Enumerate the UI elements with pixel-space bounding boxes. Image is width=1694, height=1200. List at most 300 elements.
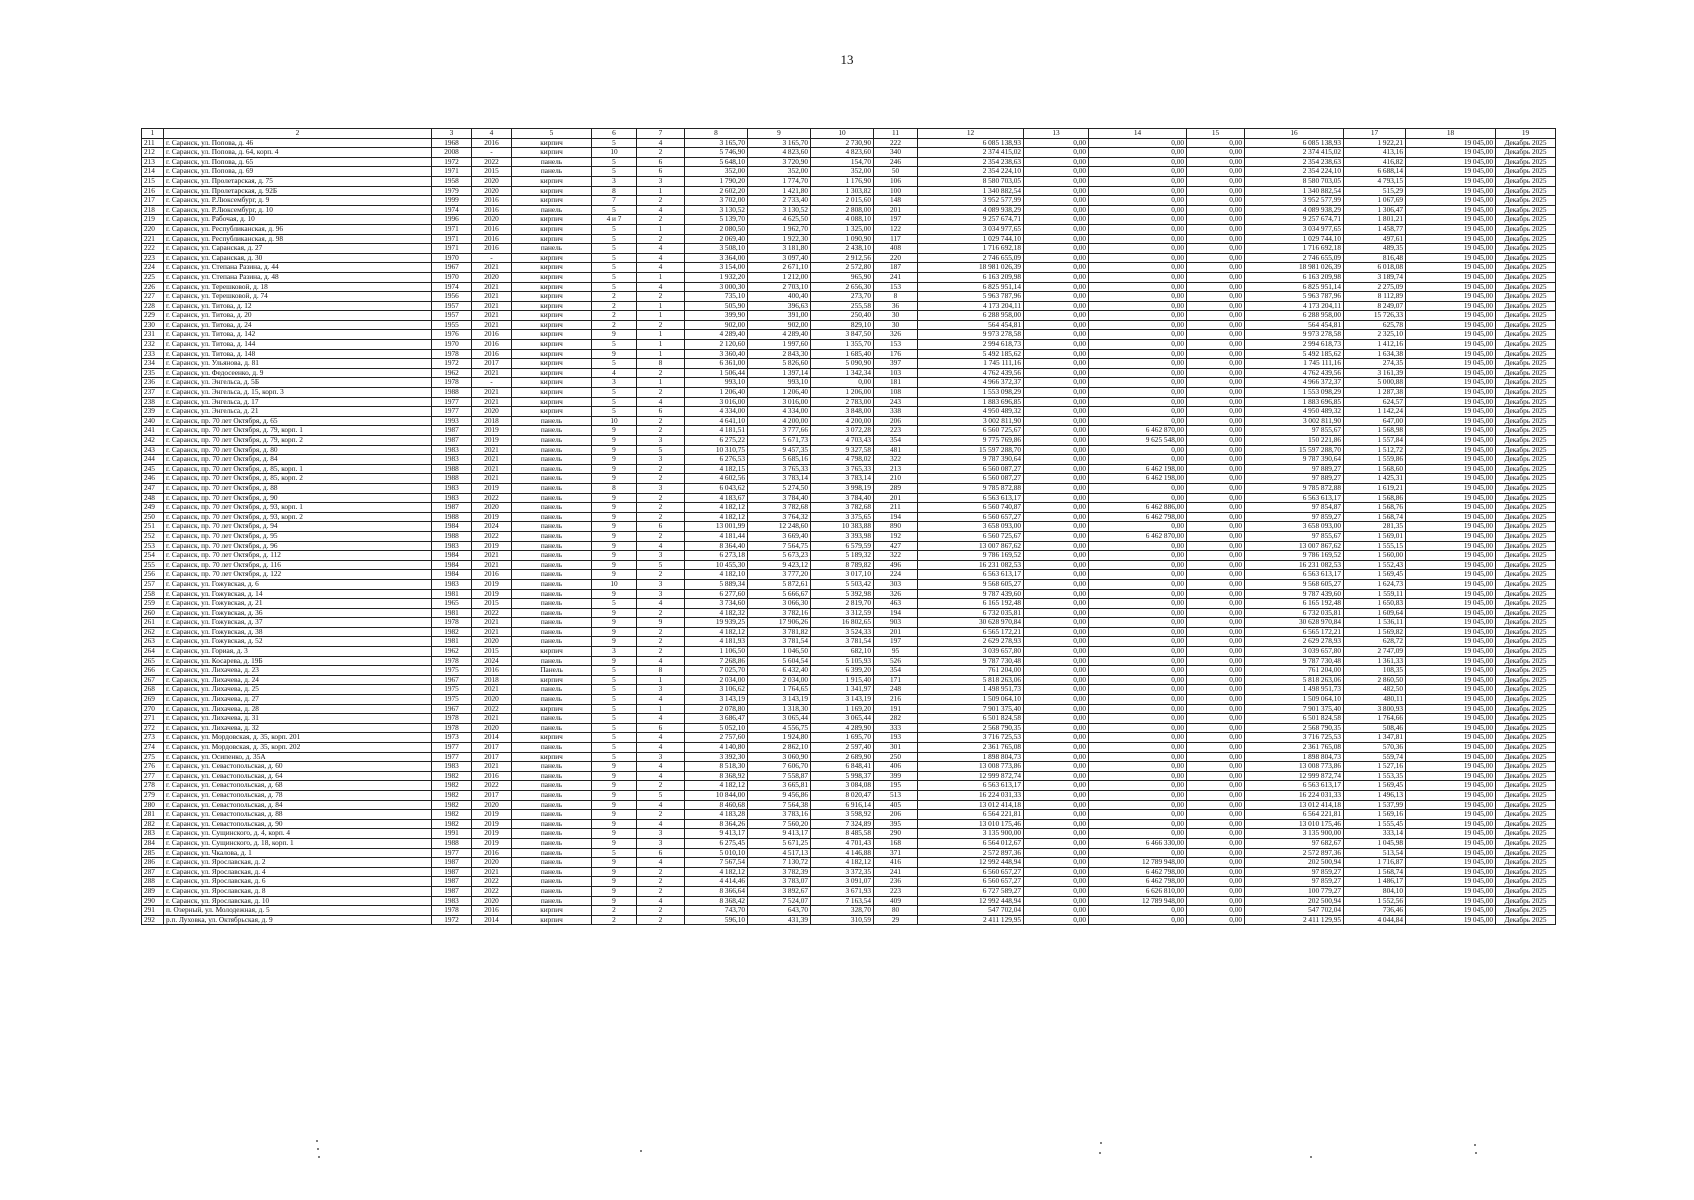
table-cell: 10 (592, 416, 637, 426)
table-cell: 4 140,80 (685, 743, 748, 753)
table-cell: 0,00 (1089, 176, 1187, 186)
table-cell: г. Саранск, ул. Энгельса, д. 15, корп. 3 (164, 388, 432, 398)
table-cell: 2020 (472, 695, 512, 705)
table-cell: 4 (637, 771, 685, 781)
table-cell: 0,00 (1024, 320, 1089, 330)
table-cell: 248 (874, 685, 918, 695)
table-cell: 2019 (472, 541, 512, 551)
table-cell: 0,00 (1089, 205, 1187, 215)
table-cell: 1 568,60 (1344, 464, 1406, 474)
table-cell: 19 045,00 (1406, 704, 1496, 714)
table-cell: 481 (874, 445, 918, 455)
table-cell: 0,00 (1024, 282, 1089, 292)
table-cell: 0,00 (1089, 292, 1187, 302)
table-cell: 0,00 (1024, 196, 1089, 206)
table-cell: г. Саранск, ул. Пролетарская, д. 92Б (164, 186, 432, 196)
table-cell: 7 564,38 (748, 800, 811, 810)
table-cell: 0,00 (1024, 330, 1089, 340)
table-cell: 1984 (432, 551, 472, 561)
table-cell: 194 (874, 512, 918, 522)
table-cell: 2021 (472, 551, 512, 561)
table-cell: 3 091,07 (811, 877, 874, 887)
table-cell: 2021 (472, 474, 512, 484)
table-cell: панель (512, 896, 592, 906)
table-cell: 9 (592, 560, 637, 570)
table-cell: кирпич (512, 311, 592, 321)
table-cell: 9 (592, 829, 637, 839)
table-cell: 6 560 740,87 (918, 503, 1024, 513)
table-cell: 2 (637, 608, 685, 618)
table-cell: 2 (637, 531, 685, 541)
table-cell: 97 855,67 (1245, 531, 1344, 541)
table-cell: 224 (874, 570, 918, 580)
table-cell: 4 (637, 896, 685, 906)
table-cell: 4 289,90 (811, 723, 874, 733)
table-cell: 0,00 (1187, 512, 1245, 522)
table-cell: 5 (592, 397, 637, 407)
table-cell: 0,00 (1089, 829, 1187, 839)
table-row (142, 762, 1556, 772)
table-cell: 2016 (472, 771, 512, 781)
table-cell: 9 (592, 771, 637, 781)
table-cell: 2016 (472, 234, 512, 244)
table-cell: 2020 (472, 503, 512, 513)
table-cell: 0,00 (1024, 570, 1089, 580)
table-cell: 5 139,70 (685, 215, 748, 225)
table-cell: 0,00 (1089, 522, 1187, 532)
table-cell: 19 045,00 (1406, 349, 1496, 359)
table-cell: Декабрь 2025 (1496, 522, 1556, 532)
table-cell: 480,11 (1344, 695, 1406, 705)
header-cell: 2 (164, 129, 432, 139)
table-row (142, 234, 1556, 244)
table-cell: 4 (637, 714, 685, 724)
table-cell: 4 793,15 (1344, 176, 1406, 186)
table-cell: 1 924,80 (748, 733, 811, 743)
table-cell: Декабрь 2025 (1496, 397, 1556, 407)
table-cell: 4 (637, 282, 685, 292)
table-cell: 19 045,00 (1406, 666, 1496, 676)
table-cell: 1977 (432, 743, 472, 753)
table-row (142, 704, 1556, 714)
table-cell: г. Саранск, ул. Лихачева, д. 23 (164, 666, 432, 676)
table-cell: 19 045,00 (1406, 196, 1496, 206)
table-cell: Декабрь 2025 (1496, 599, 1556, 609)
table-cell: 80 (874, 906, 918, 916)
table-cell: 0,00 (1187, 637, 1245, 647)
table-cell: 259 (142, 599, 164, 609)
table-cell: 2 819,70 (811, 599, 874, 609)
table-cell: 2 808,00 (811, 205, 874, 215)
table-cell: 570,36 (1344, 743, 1406, 753)
table-cell: 0,00 (1024, 301, 1089, 311)
table-cell: 0,00 (1089, 714, 1187, 724)
table-cell: 736,46 (1344, 906, 1406, 916)
table-cell: 227 (142, 292, 164, 302)
table-cell: 463 (874, 599, 918, 609)
table-cell: 2021 (472, 618, 512, 628)
table-cell: 1 486,17 (1344, 877, 1406, 887)
table-cell: 2021 (472, 292, 512, 302)
table-row (142, 292, 1556, 302)
table-cell: 255 (142, 560, 164, 570)
table-row (142, 906, 1556, 916)
table-cell: 0,00 (1024, 656, 1089, 666)
table-cell: 3 106,62 (685, 685, 748, 695)
table-cell: 17 906,26 (748, 618, 811, 628)
table-cell: 3 017,10 (811, 570, 874, 580)
table-cell: 0,00 (1024, 896, 1089, 906)
table-cell: 2017 (472, 743, 512, 753)
table-cell: 245 (142, 464, 164, 474)
table-cell: 1 355,70 (811, 340, 874, 350)
table-cell: 274,35 (1344, 359, 1406, 369)
header-cell: 4 (472, 129, 512, 139)
table-cell: 1 287,38 (1344, 388, 1406, 398)
table-cell: 0,00 (1024, 493, 1089, 503)
table-cell: 2 994 618,73 (918, 340, 1024, 350)
table-cell: 1 801,21 (1344, 215, 1406, 225)
header-cell: 13 (1024, 129, 1089, 139)
table-cell: 0,00 (1187, 800, 1245, 810)
table-cell: 9 (592, 896, 637, 906)
table-cell: 1 568,86 (1344, 493, 1406, 503)
table-cell: 761 204,00 (1245, 666, 1344, 676)
table-cell: 6 563 613,17 (1245, 781, 1344, 791)
scan-specks (0, 1138, 1694, 1188)
table-cell: 19 045,00 (1406, 695, 1496, 705)
table-cell: 8 249,07 (1344, 301, 1406, 311)
table-cell: 2016 (472, 138, 512, 148)
table-cell: 19 045,00 (1406, 714, 1496, 724)
table-cell: 12 992 448,94 (918, 896, 1024, 906)
table-cell: 1 557,84 (1344, 436, 1406, 446)
table-row (142, 647, 1556, 657)
table-cell: 213 (874, 464, 918, 474)
table-cell: 427 (874, 541, 918, 551)
table-row (142, 896, 1556, 906)
table-cell: 6 466 330,00 (1089, 838, 1187, 848)
table-cell: панель (512, 436, 592, 446)
table-cell: 735,10 (685, 292, 748, 302)
table-cell: 1974 (432, 282, 472, 292)
table-cell: Декабрь 2025 (1496, 551, 1556, 561)
table-cell: г. Саранск, пр. 70 лет Октября, д. 93, корп. 2 (164, 512, 432, 522)
table-cell: 226 (142, 282, 164, 292)
table-cell: 3 665,81 (748, 781, 811, 791)
table-cell: 2015 (472, 167, 512, 177)
table-cell: 9 (592, 503, 637, 513)
table-cell: 0,00 (1089, 848, 1187, 858)
table-cell: 0,00 (1089, 560, 1187, 570)
table-cell: 8 (637, 359, 685, 369)
table-cell: 2 (637, 426, 685, 436)
table-cell: 1 318,30 (748, 704, 811, 714)
table-cell: 229 (142, 311, 164, 321)
table-cell: кирпич (512, 675, 592, 685)
table-row (142, 522, 1556, 532)
table-cell: 9 (592, 762, 637, 772)
table-cell: 2 746 655,09 (918, 253, 1024, 263)
table-cell: 0,00 (1187, 455, 1245, 465)
table-cell: 216 (142, 186, 164, 196)
table-cell: 1957 (432, 301, 472, 311)
table-cell: 0,00 (1024, 695, 1089, 705)
table-cell: 1987 (432, 436, 472, 446)
table-cell: панель (512, 426, 592, 436)
table-cell: 0,00 (1187, 570, 1245, 580)
table-cell: 0,00 (1024, 886, 1089, 896)
table-cell: 0,00 (1089, 330, 1187, 340)
table-cell: 761 204,00 (918, 666, 1024, 676)
table-cell: 254 (142, 551, 164, 561)
table-cell: 3 784,40 (811, 493, 874, 503)
table-cell: Декабрь 2025 (1496, 320, 1556, 330)
table-cell: 1971 (432, 244, 472, 254)
table-cell: г. Саранск, пр. 70 лет Октября, д. 96 (164, 541, 432, 551)
table-cell: 2016 (472, 330, 512, 340)
table-cell: 0,00 (1187, 436, 1245, 446)
table-cell: 399 (874, 771, 918, 781)
table-cell: г. Саранск, ул. Лихачева, д. 28 (164, 704, 432, 714)
table-row (142, 771, 1556, 781)
table-cell: кирпич (512, 368, 592, 378)
table-cell: 0,00 (1187, 167, 1245, 177)
table-cell: 1975 (432, 666, 472, 676)
table-cell: 9 (592, 819, 637, 829)
table-cell: 0,00 (1089, 589, 1187, 599)
table-cell: 286 (142, 858, 164, 868)
table-cell: 993,10 (748, 378, 811, 388)
table-cell: 97 859,27 (1245, 877, 1344, 887)
table-cell: 0,00 (1187, 244, 1245, 254)
table-cell: 4 556,75 (748, 723, 811, 733)
table-cell: 1984 (432, 522, 472, 532)
table-cell: 7 558,87 (748, 771, 811, 781)
table-cell: 0,00 (1187, 522, 1245, 532)
table-cell: 0,00 (1089, 167, 1187, 177)
table-cell: 0,00 (1024, 349, 1089, 359)
table-cell: панель (512, 810, 592, 820)
table-cell: 399,90 (685, 311, 748, 321)
table-cell: 1982 (432, 800, 472, 810)
table-cell: 1 552,43 (1344, 560, 1406, 570)
table-cell: г. Саранск, ул. Попова, д. 46 (164, 138, 432, 148)
table-cell: 19 045,00 (1406, 493, 1496, 503)
table-cell: 2021 (472, 464, 512, 474)
table-cell: 19 045,00 (1406, 253, 1496, 263)
table-cell: Декабрь 2025 (1496, 858, 1556, 868)
table-cell: 2022 (472, 781, 512, 791)
table-cell: 2017 (472, 790, 512, 800)
table-row (142, 541, 1556, 551)
table-cell: 0,00 (1187, 215, 1245, 225)
table-cell: 0,00 (1089, 301, 1187, 311)
table-cell: 2020 (472, 896, 512, 906)
table-cell: 8 364,26 (685, 819, 748, 829)
table-row (142, 244, 1556, 254)
table-cell: 5 673,23 (748, 551, 811, 561)
table-cell: 2 080,50 (685, 224, 748, 234)
table-cell: 8 112,89 (1344, 292, 1406, 302)
table-cell: 201 (874, 627, 918, 637)
table-cell: 2 656,30 (811, 282, 874, 292)
table-cell: 3 720,90 (748, 157, 811, 167)
table-cell: 6 579,59 (811, 541, 874, 551)
table-cell: г. Саранск, ул. Севастопольская, д. 90 (164, 819, 432, 829)
table-cell: г. Саранск, ул. Мордовская, д. 35, корп. 202 (164, 743, 432, 753)
table-cell: 0,00 (1187, 704, 1245, 714)
table-cell: 0,00 (1024, 723, 1089, 733)
table-cell: 19 045,00 (1406, 771, 1496, 781)
table-cell: 625,78 (1344, 320, 1406, 330)
table-cell: Декабрь 2025 (1496, 589, 1556, 599)
table-cell: 279 (142, 790, 164, 800)
table-cell: 5 604,54 (748, 656, 811, 666)
table-cell: 0,00 (1024, 138, 1089, 148)
table-cell: 395 (874, 819, 918, 829)
table-cell: 0,00 (1089, 215, 1187, 225)
table-cell: 5 818 263,06 (1245, 675, 1344, 685)
table-cell: 9 973 278,58 (918, 330, 1024, 340)
table-cell: 0,00 (1187, 829, 1245, 839)
table-cell: 9 (592, 426, 637, 436)
table-cell: 0,00 (1024, 483, 1089, 493)
table-cell: 1 619,21 (1344, 483, 1406, 493)
table-cell: 5 (592, 599, 637, 609)
table-cell: 9 257 674,71 (1245, 215, 1344, 225)
table-cell: 0,00 (1024, 819, 1089, 829)
table-cell: Декабрь 2025 (1496, 762, 1556, 772)
table-cell: Декабрь 2025 (1496, 234, 1556, 244)
table-cell: 6 276,53 (685, 455, 748, 465)
table-cell: 0,00 (1089, 138, 1187, 148)
table-cell: 2 (592, 906, 637, 916)
table-cell: 2014 (472, 915, 512, 925)
table-cell: г. Саранск, пр. 70 лет Октября, д. 95 (164, 531, 432, 541)
table-cell: 6 (637, 522, 685, 532)
table-cell: г. Саранск, ул. Лихачева, д. 24 (164, 675, 432, 685)
table-cell: 4 (637, 205, 685, 215)
table-cell: 3 524,33 (811, 627, 874, 637)
table-cell: 4 (637, 656, 685, 666)
table-cell: 267 (142, 675, 164, 685)
table-cell: Декабрь 2025 (1496, 848, 1556, 858)
table-cell: 19 045,00 (1406, 531, 1496, 541)
table-cell: 0,00 (1089, 771, 1187, 781)
table-cell: Декабрь 2025 (1496, 829, 1556, 839)
table-cell: г. Саранск, ул. Гожувская, д. 6 (164, 579, 432, 589)
table-cell: 2 (592, 915, 637, 925)
table-cell: 1 568,76 (1344, 503, 1406, 513)
table-cell: 19 045,00 (1406, 263, 1496, 273)
table-cell: 3 782,68 (748, 503, 811, 513)
table-cell: 0,00 (1187, 666, 1245, 676)
table-cell: 333,14 (1344, 829, 1406, 839)
table-cell: 1 764,66 (1344, 714, 1406, 724)
table-cell: 19 045,00 (1406, 234, 1496, 244)
table-cell: 0,00 (1024, 743, 1089, 753)
table-cell: 0,00 (1187, 733, 1245, 743)
table-cell: 4 (637, 733, 685, 743)
table-cell: 3 508,10 (685, 244, 748, 254)
table-cell: 19 045,00 (1406, 272, 1496, 282)
table-cell: 6 (637, 407, 685, 417)
table-cell: 1 569,45 (1344, 570, 1406, 580)
table-cell: 13 008 773,86 (1245, 762, 1344, 772)
table-cell: 4 762 439,56 (918, 368, 1024, 378)
table-cell: 223 (874, 426, 918, 436)
table-cell: 30 (874, 311, 918, 321)
table-cell: Декабрь 2025 (1496, 301, 1556, 311)
table-cell: 222 (874, 138, 918, 148)
table-cell: 2020 (472, 186, 512, 196)
table-cell: кирпич (512, 301, 592, 311)
table-cell: 2020 (472, 215, 512, 225)
table-row (142, 205, 1556, 215)
table-cell: 12 999 872,74 (1245, 771, 1344, 781)
table-cell: 232 (142, 340, 164, 350)
table-cell: 1 559,86 (1344, 455, 1406, 465)
table-cell: 0,00 (1024, 733, 1089, 743)
table-cell: 3 847,50 (811, 330, 874, 340)
table-cell: 0,00 (1024, 215, 1089, 225)
table-row (142, 618, 1556, 628)
table-cell: 16 231 082,53 (1245, 560, 1344, 570)
table-cell: 288 (142, 877, 164, 887)
table-cell: 9 257 674,71 (918, 215, 1024, 225)
table-cell: г. Саранск, ул. Саранская, д. 27 (164, 244, 432, 254)
table-cell: 202 500,94 (1245, 858, 1344, 868)
table-cell: Декабрь 2025 (1496, 445, 1556, 455)
table-cell: 9 (592, 455, 637, 465)
table-row (142, 330, 1556, 340)
table-cell: 547 702,04 (1245, 906, 1344, 916)
table-cell: 2 671,10 (748, 263, 811, 273)
table-cell: 513 (874, 790, 918, 800)
table-cell: 3 364,00 (685, 253, 748, 263)
table-cell: Декабрь 2025 (1496, 886, 1556, 896)
table-cell: 1993 (432, 416, 472, 426)
table-row (142, 282, 1556, 292)
table-cell: 0,00 (1187, 368, 1245, 378)
table-cell: 100 (874, 186, 918, 196)
table-cell: 215 (142, 176, 164, 186)
table-cell: 354 (874, 666, 918, 676)
table-cell: 2 (637, 886, 685, 896)
table-cell: 19 045,00 (1406, 340, 1496, 350)
table-cell: г. Саранск, ул. Лихачева, д. 31 (164, 714, 432, 724)
table-cell: 624,57 (1344, 397, 1406, 407)
table-cell: 4 182,12 (685, 867, 748, 877)
table-cell: кирпич (512, 186, 592, 196)
table-cell: 106 (874, 176, 918, 186)
table-cell: 1 361,33 (1344, 656, 1406, 666)
table-cell: 1981 (432, 589, 472, 599)
table-cell: 2 (637, 464, 685, 474)
table-row (142, 253, 1556, 263)
table-cell: 4 966 372,37 (1245, 378, 1344, 388)
table-cell: 9 625 548,00 (1089, 436, 1187, 446)
table-cell: панель (512, 886, 592, 896)
table-cell: 4 (637, 244, 685, 254)
table-cell: 19 045,00 (1406, 627, 1496, 637)
table-cell: 0,00 (1187, 781, 1245, 791)
table-cell: 1977 (432, 397, 472, 407)
table-cell: Декабрь 2025 (1496, 800, 1556, 810)
table-cell: 1999 (432, 196, 472, 206)
table-cell: 250 (142, 512, 164, 522)
